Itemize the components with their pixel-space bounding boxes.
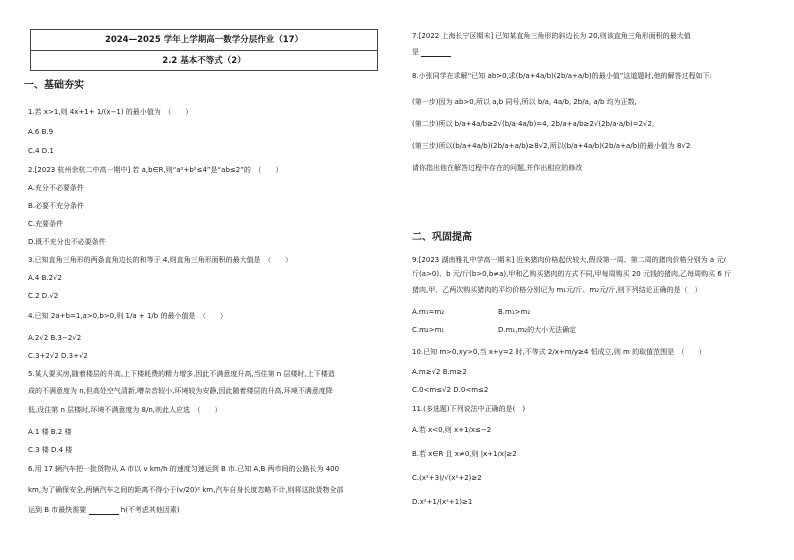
- q4-options-cd: C.3+2√2 D.3+√2: [28, 352, 88, 360]
- q6-text-before-blank: 运到 B 市最快需要: [28, 506, 87, 514]
- question-10: 10.已知 m>0,xy>0,当 x+y=2 时,不等式 2/x+m/y≥4 恒成立,则 m 的取值范围是 （ ）: [412, 348, 706, 356]
- q8-step-2: (第二步)所以 b/a+4a/b≥2√(b/a·4a/b)=4, 2b/a+a/b≥2√(2b/a·a/b)=2√2,: [412, 120, 655, 128]
- q6-answer-blank: [89, 506, 119, 515]
- q7-answer-blank: [421, 48, 451, 57]
- question-6-line-3: [28, 506, 180, 515]
- q8-step-3: (第三步)所以(b/a+4a/b)(2b/a+a/b)≥8√2,所以(b/a+4a/b)(2b/a+a/b)的最小值为 8√2: [412, 142, 691, 150]
- question-5-line-2: 成的不满意度为 n,但高处空气清新,嘈杂音较小,环境较为安静,因此随着楼层的升高,环境不满意度降: [28, 387, 333, 395]
- q2-option-b: B.必要不充分条件: [28, 202, 85, 210]
- q3-options-cd: C.2 D.√2: [28, 292, 59, 300]
- question-3: 3.已知直角三角形的两条直角边长的和等于 4,则直角三角形面积的最大值是 （ ）: [28, 256, 293, 264]
- question-5-line-1: 5.某人要买房,随着楼层的升高,上下楼耗费的精力增多,因此不满意度升高,当住第 n 层楼时,上下楼造: [28, 370, 335, 378]
- question-9-line-3: 猪肉,甲、乙两次购买猪肉的平均价格分别记为 m₁元/斤、m₂元/斤,则下列结论正确的是（ ）: [412, 286, 702, 294]
- q3-options-ab: A.4 B.2√2: [28, 274, 62, 282]
- q9-option-b: B.m₁>m₂: [498, 308, 531, 316]
- question-6-line-1: 6.用 17 辆汽车把一批货物从 A 市以 v km/h 的速度匀速运到 B 市.已知 A,B 两市间的公路长为 400: [28, 465, 340, 473]
- question-7-line-2: [412, 48, 451, 57]
- q2-option-c: C.充要条件: [28, 220, 64, 228]
- header-box: [30, 29, 378, 71]
- q11-option-c: C.(x²+3)/√(x²+2)≥2: [412, 474, 482, 482]
- q1-options-ab: A.6 B.9: [28, 128, 54, 136]
- question-9-line-2: 斤(a>0)、b 元/斤(b>0,b≠a),甲和乙购买猪肉的方式不同,甲每周购买 20 元钱的猪肉,乙每周购买 6 斤: [412, 270, 732, 278]
- q8-instruction: 请你指出他在解答过程中存在的问题,并作出相应的修改: [412, 164, 583, 172]
- q2-option-d: D.既不充分也不必要条件: [28, 238, 106, 246]
- section-basic-heading: 一、基础夯实: [24, 80, 84, 91]
- q6-text-after-blank: h(不考虑其他因素): [120, 506, 180, 514]
- worksheet-title: 2024—2025 学年上学期高一数学分层作业（17）: [104, 35, 304, 45]
- q1-options-cd: C.4 D.1: [28, 147, 54, 155]
- q9-option-d: D.m₁,m₂的大小无法确定: [498, 326, 577, 334]
- question-5-line-3: 低,设住第 n 层楼时,环境不满意度为 8/n,则此人应选 （ ）: [28, 406, 222, 414]
- question-6-line-2: km,为了确保安全,两辆汽车之间的距离不得小于(v/20)² km,汽车自身长度忽略不计,则将这批货物全部: [28, 486, 344, 494]
- question-9-line-1: 9.[2023 湖南雅礼中学高一期末] 近来猪肉价格起伏较大,假设第一周、第二周的猪肉价格分别为 a 元/: [412, 256, 726, 264]
- question-1: 1.若 x>1,则 4x+1+ 1/(x−1) 的最小值为 （ ）: [28, 108, 193, 116]
- worksheet-subtitle: 2.2 基本不等式（2）: [162, 56, 246, 66]
- question-8: 8.小张同学在求解“已知 ab>0,求(b/a+4a/b)(2b/a+a/b)的最小值”这道题时,他的解答过程如下:: [412, 72, 712, 80]
- q5-options-cd: C.3 楼 D.4 楼: [28, 446, 73, 454]
- q9-option-a: A.m₁=m₂: [412, 308, 445, 316]
- q10-options-cd: C.0<m≤√2 D.0<m≤2: [412, 386, 489, 394]
- q7-text: 是: [412, 48, 419, 56]
- question-7-line-1: 7.[2022 上海长宁区期末] 已知某直角三角形的斜边长为 20,则该直角三角形面积的最大值: [412, 32, 691, 40]
- q9-option-c: C.m₂>m₁: [412, 326, 445, 334]
- q5-options-ab: A.1 楼 B.2 楼: [28, 428, 72, 436]
- q4-options-ab: A.2√2 B.3−2√2: [28, 334, 82, 342]
- question-2: 2.[2023 杭州余杭二中高一期中] 若 a,b∈R,则“a²+b²≤4”是“ab≤2”的 （ ）: [28, 166, 283, 174]
- q2-option-a: A.充分不必要条件: [28, 184, 84, 192]
- q11-option-a: A.若 x<0,则 x+1/x≤−2: [412, 426, 492, 434]
- q11-option-b: B.若 x∈R 且 x≠0,则 |x+1/x|≥2: [412, 450, 517, 458]
- question-4: 4.已知 2a+b=1,a>0,b>0,则 1/a + 1/b 的最小值是 （ ）: [28, 312, 227, 320]
- question-11: 11.(多选题)下列说法中正确的是( ): [412, 405, 526, 413]
- q10-options-ab: A.m≥√2 B.m≥2: [412, 368, 467, 376]
- q11-option-d: D.x²+1/(x²+1)≥1: [412, 498, 473, 506]
- section-advanced-heading: 二、巩固提高: [412, 232, 472, 243]
- q8-step-1: (第一步)因为 ab>0,所以 a,b 同号,所以 b/a, 4a/b, 2b/a, a/b 均为正数,: [412, 98, 637, 106]
- header-divider: [31, 50, 377, 51]
